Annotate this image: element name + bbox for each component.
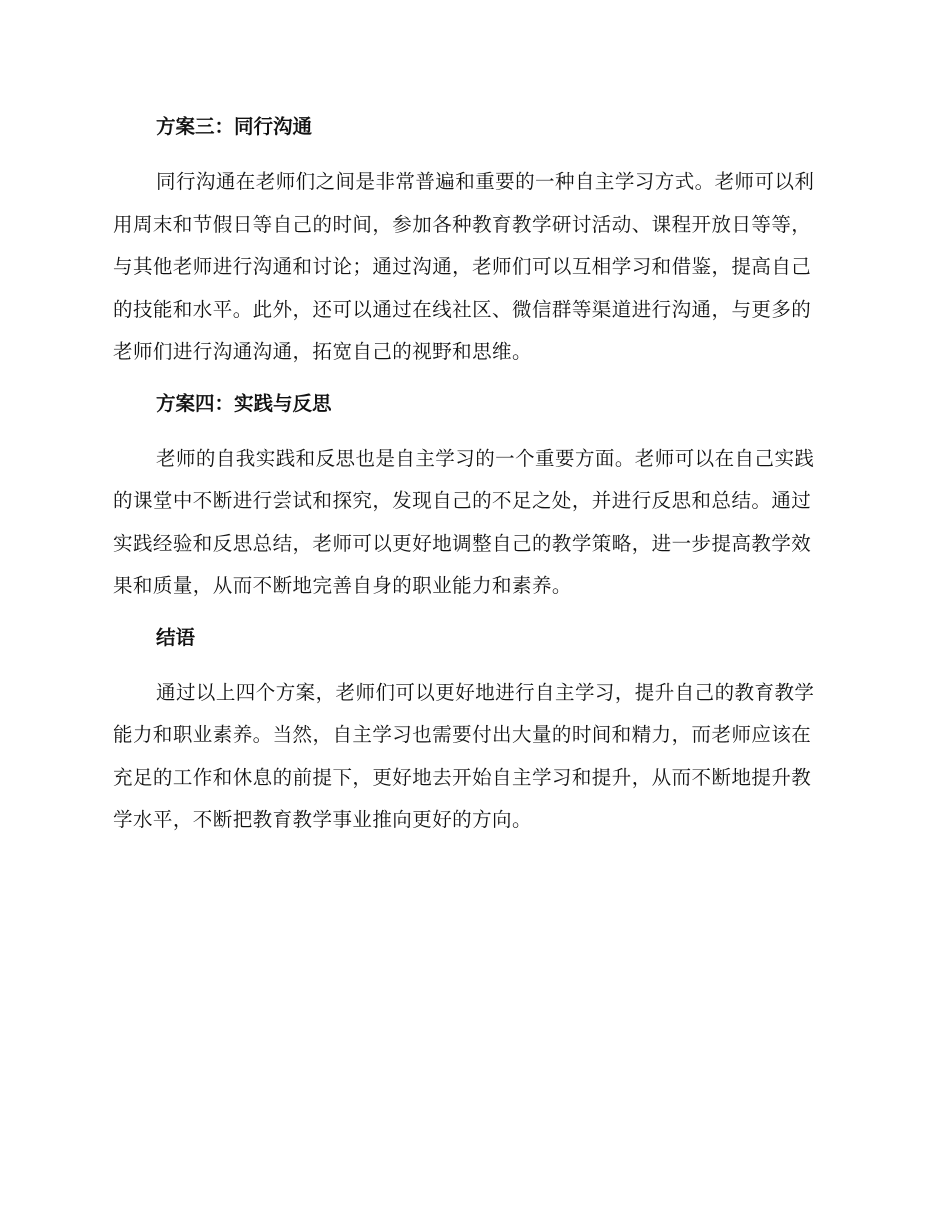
section-paragraph-practice-reflection: 老师的自我实践和反思也是自主学习的一个重要方面。老师可以在自己实践的课堂中不断进行尝试和探究，发现自己的不足之处，并进行反思和总结。通过实践经验和反思总结，老师可以更好地调整自己的教学策略，进一步提高教学效果和质量，从而不断地完善自身的职业能力和素养。	[113, 446, 815, 597]
section-paragraph-peer-communication: 同行沟通在老师们之间是非常普遍和重要的一种自主学习方式。老师可以利用周末和节假日等自己的时间，参加各种教育教学研讨活动、课程开放日等等，与其他老师进行沟通和讨论；通过沟通，老师们可以互相学习和借鉴，提高自己的技能和水平。此外，还可以通过在线社区、微信群等渠道进行沟通，与更多的老师们进行沟通沟通，拓宽自己的视野和思维。	[113, 170, 815, 363]
section-heading-conclusion: 结语	[156, 625, 196, 649]
document-page	[113, 107, 830, 842]
section-heading-practice-reflection: 方案四：实践与反思	[156, 391, 332, 415]
section-heading-peer-communication: 方案三：同行沟通	[156, 115, 313, 138]
section-paragraph-conclusion: 通过以上四个方案，老师们可以更好地进行自主学习，提升自己的教育教学能力和职业素养。当然，自主学习也需要付出大量的时间和精力，而老师应该在充足的工作和休息的前提下，更好地去开始自主学习和提升，从而不断地提升教学水平，不断把教育教学事业推向更好的方向。	[113, 680, 815, 831]
